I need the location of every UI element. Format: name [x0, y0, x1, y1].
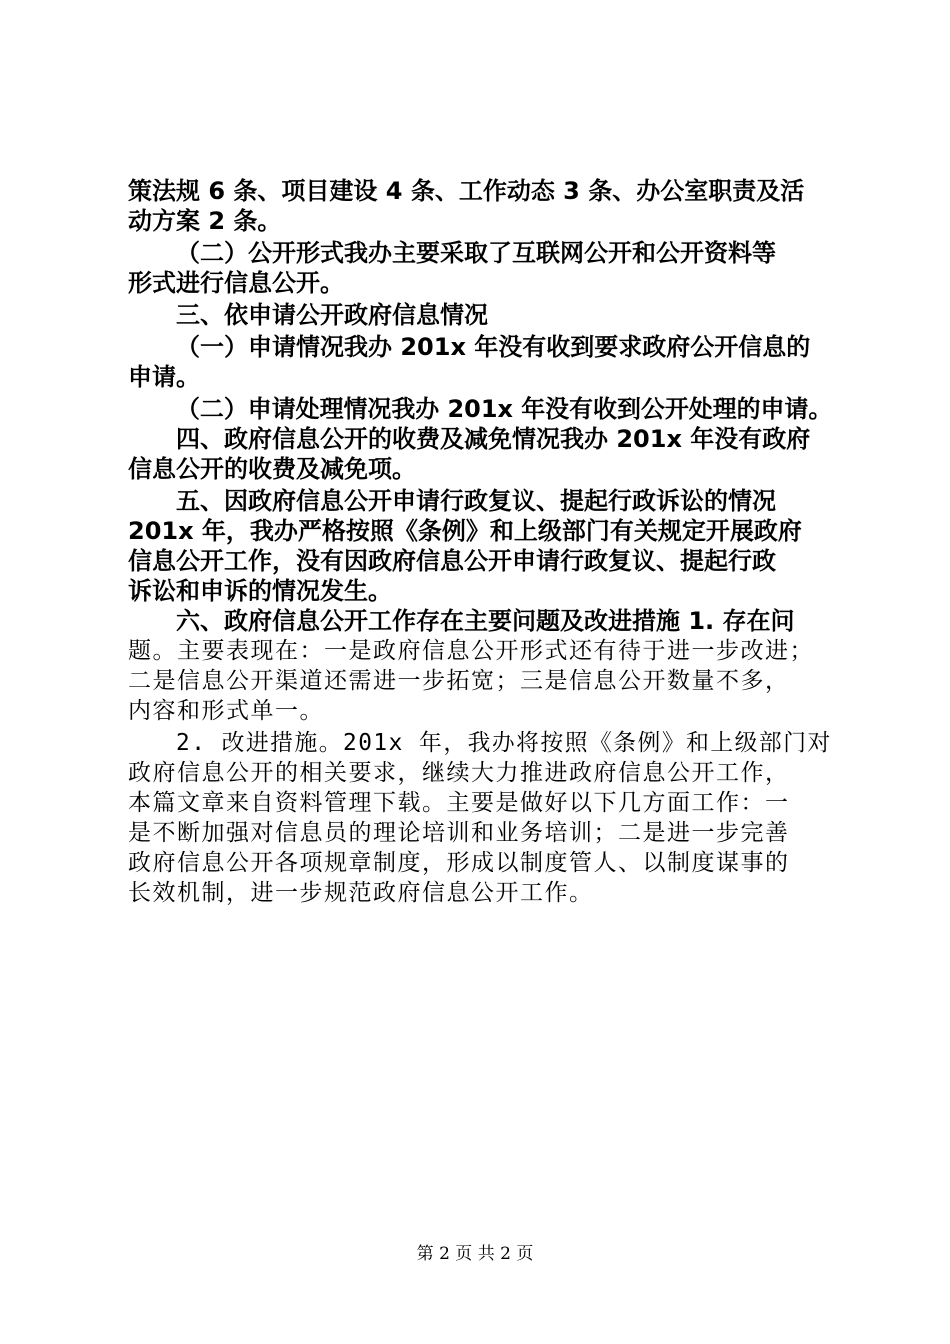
paragraph-line: 2. 改进措施。201x 年，我办将按照《条例》和上级部门对	[176, 730, 832, 756]
paragraph-line: 长效机制，进一步规范政府信息公开工作。	[128, 880, 594, 906]
paragraph-line: 形式进行信息公开。	[128, 269, 344, 297]
paragraph-line: （二）申请处理情况我办 201x 年没有收到公开处理的申请。	[176, 395, 833, 423]
section-heading: 三、依申请公开政府信息情况	[176, 301, 488, 329]
paragraph-line: 四、政府信息公开的收费及减免情况我办 201x 年没有政府	[176, 425, 811, 453]
paragraph-line: 信息公开的收费及减免项。	[128, 455, 416, 483]
paragraph-line: 六、政府信息公开工作存在主要问题及改进措施 1. 存在问	[176, 607, 795, 635]
paragraph-line: 动方案 2 条。	[128, 207, 282, 235]
paragraph-line: 二是信息公开渠道还需进一步拓宽；三是信息公开数量不多，	[128, 668, 790, 694]
paragraph-line: 政府信息公开各项规章制度，形成以制度管人、以制度谋事的	[128, 850, 790, 876]
paragraph-line: 201x 年，我办严格按照《条例》和上级部门有关规定开展政府	[128, 517, 802, 545]
paragraph-line: 本篇文章来自资料管理下载。主要是做好以下几方面工作：一	[128, 790, 790, 816]
paragraph-line: 五、因政府信息公开申请行政复议、提起行政诉讼的情况	[176, 487, 776, 515]
paragraph-line: 内容和形式单一。	[128, 698, 324, 724]
paragraph-line: 诉讼和申诉的情况发生。	[128, 577, 392, 605]
paragraph-line: 政府信息公开的相关要求，继续大力推进政府信息公开工作，	[128, 760, 790, 786]
paragraph-line: 信息公开工作，没有因政府信息公开申请行政复议、提起行政	[128, 547, 776, 575]
paragraph-line: 是不断加强对信息员的理论培训和业务培训；二是进一步完善	[128, 820, 790, 846]
paragraph-line: （一）申请情况我办 201x 年没有收到要求政府公开信息的	[176, 333, 811, 361]
paragraph-line: 策法规 6 条、项目建设 4 条、工作动态 3 条、办公室职责及活	[128, 177, 805, 205]
paragraph-line: 题。主要表现在：一是政府信息公开形式还有待于进一步改进；	[128, 638, 814, 664]
paragraph-line: 申请。	[128, 363, 200, 391]
paragraph-line: （二）公开形式我办主要采取了互联网公开和公开资料等	[176, 239, 776, 267]
page-number-footer: 第 2 页 共 2 页	[416, 1244, 534, 1264]
